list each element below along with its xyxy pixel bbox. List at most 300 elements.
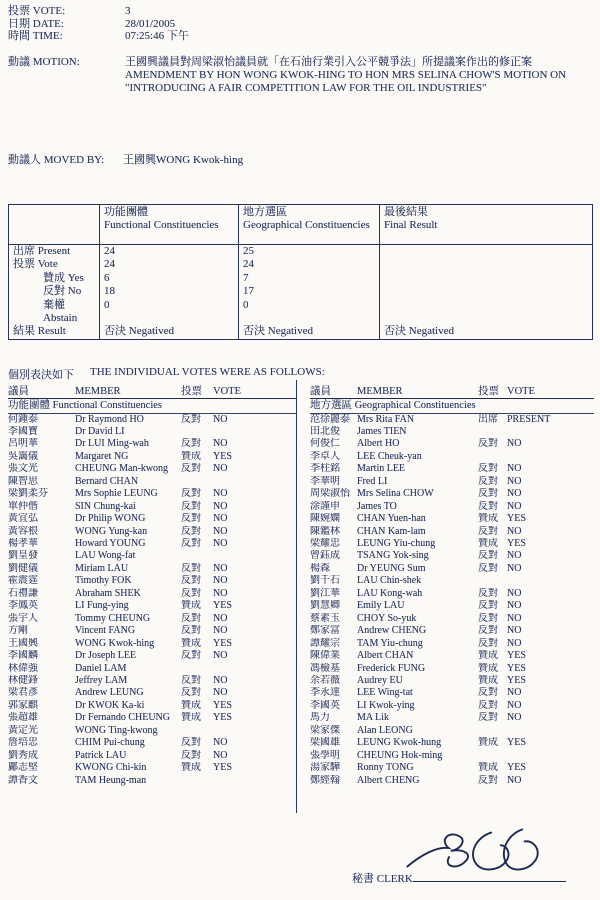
summary-functional-value: 6	[100, 272, 239, 285]
member-vote-zh: 反對	[181, 500, 201, 512]
member-name-zh: 劉健儀	[8, 562, 38, 574]
summary-final-value	[380, 258, 593, 271]
functional-column-headers	[8, 385, 296, 399]
summary-geographical-value: 否決 Negatived	[239, 325, 380, 339]
member-name-zh: 楊森	[310, 562, 330, 574]
member-vote-zh: 贊成	[181, 762, 201, 774]
member-vote-en: YES	[213, 712, 232, 724]
vote-number-label: 投票 VOTE:	[8, 5, 66, 17]
motion-block	[8, 56, 595, 95]
clerk-label: 秘書 CLERK	[352, 873, 413, 885]
member-vote-en: NO	[213, 525, 228, 537]
member-vote-en: NO	[213, 675, 228, 687]
member-vote-en: NO	[213, 575, 228, 587]
member-vote-row	[310, 712, 594, 724]
member-name-zh: 劉皇發	[8, 550, 38, 562]
functional-group-heading: 功能團體 Functional Constituencies	[8, 399, 296, 414]
vote-col-zh: 投票	[181, 386, 202, 397]
member-name-zh: 范徐麗泰	[310, 413, 350, 425]
member-vote-zh: 反對	[181, 687, 201, 699]
member-vote-row	[310, 613, 594, 625]
member-vote-zh	[181, 775, 213, 787]
member-vote-en	[507, 451, 594, 463]
member-vote-row	[8, 476, 296, 488]
summary-geographical-value: 0	[239, 299, 380, 326]
summary-functional-value: 18	[100, 285, 239, 298]
member-vote-row	[8, 488, 296, 500]
member-votes-tables	[8, 380, 594, 813]
summary-row	[9, 245, 593, 259]
member-vote-row	[310, 463, 594, 475]
time-value: 07:25:46 下午	[125, 30, 189, 43]
member-name-zh: 李柱銘	[310, 463, 340, 475]
member-vote-zh	[181, 426, 213, 438]
member-vote-row	[8, 762, 296, 774]
member-name-en: Dr Raymond HO	[75, 413, 144, 425]
member-vote-row	[310, 600, 594, 612]
member-vote-row	[8, 613, 296, 625]
member-name-zh: 張超雄	[8, 712, 38, 724]
member-name-en: James TO	[357, 500, 397, 512]
member-name-en: Margaret NG	[75, 450, 129, 462]
member-name-en: TSANG Yok-sing	[357, 550, 429, 562]
member-vote-row	[310, 737, 594, 749]
member-name-en: CHIM Pui-chung	[75, 737, 145, 749]
member-vote-row	[8, 625, 296, 637]
member-vote-en: NO	[213, 413, 228, 425]
member-name-zh: 黃定光	[8, 724, 38, 736]
member-name-zh: 呂明華	[8, 438, 38, 450]
member-vote-row	[8, 750, 296, 762]
member-name-zh: 鄭家富	[310, 625, 340, 637]
member-name-en: TAM Heung-man	[75, 774, 147, 786]
summary-header-functional	[100, 205, 239, 245]
member-name-en: LAU Kong-wah	[357, 587, 423, 599]
member-vote-zh: 反對	[181, 587, 201, 599]
member-vote-zh	[478, 575, 507, 587]
summary-row	[9, 285, 593, 298]
member-name-zh: 李卓人	[310, 450, 340, 462]
member-name-zh: 梁家傑	[310, 724, 340, 736]
member-name-en: Martin LEE	[357, 463, 406, 475]
member-vote-row	[310, 438, 594, 450]
member-vote-en: NO	[507, 500, 522, 512]
member-vote-en: NO	[507, 562, 522, 574]
member-vote-row	[310, 526, 594, 538]
member-name-en: James TIEN	[357, 425, 407, 437]
member-name-zh: 周梁淑怡	[310, 488, 350, 500]
summary-header-final-zh: 最後結果	[384, 206, 428, 218]
member-vote-row	[310, 513, 594, 525]
member-vote-row	[310, 775, 594, 787]
member-vote-zh: 反對	[478, 625, 498, 637]
member-name-en: LI Fung-ying	[75, 600, 129, 612]
member-name-en: LEE Wing-tat	[357, 687, 413, 699]
member-name-zh: 李鳳英	[8, 600, 38, 612]
summary-header-empty	[9, 205, 100, 245]
member-vote-zh: 反對	[478, 637, 498, 649]
member-vote-en: NO	[213, 562, 228, 574]
member-vote-zh: 反對	[181, 525, 201, 537]
member-vote-zh: 反對	[181, 749, 201, 761]
member-vote-row	[310, 663, 594, 675]
member-vote-en	[213, 476, 296, 488]
member-name-zh: 馮檢基	[310, 662, 340, 674]
member-vote-row	[8, 438, 296, 450]
summary-row	[9, 299, 593, 326]
member-vote-zh: 反對	[478, 475, 498, 487]
member-vote-en: YES	[213, 637, 232, 649]
member-name-zh: 王國興	[8, 637, 38, 649]
member-vote-en: NO	[507, 600, 522, 612]
member-name-en: Albert HO	[357, 438, 400, 450]
member-vote-zh: 贊成	[181, 699, 201, 711]
summary-table	[8, 204, 593, 340]
member-vote-row	[310, 575, 594, 587]
member-name-zh: 陳偉業	[310, 650, 340, 662]
member-vote-en: YES	[507, 762, 526, 774]
member-vote-en: PRESENT	[507, 413, 551, 425]
member-name-zh: 何鍾泰	[8, 413, 38, 425]
member-vote-en: NO	[213, 612, 228, 624]
member-name-en: Dr David LI	[75, 425, 125, 437]
summary-functional-value: 24	[100, 245, 239, 259]
member-vote-row	[310, 488, 594, 500]
member-vote-en: NO	[507, 774, 522, 786]
member-name-zh: 李國寶	[8, 425, 38, 437]
member-vote-row	[310, 725, 594, 737]
member-name-en: Bernard CHAN	[75, 475, 139, 487]
summary-functional-value: 24	[100, 258, 239, 271]
member-name-zh: 譚香文	[8, 774, 38, 786]
member-vote-zh	[478, 725, 507, 737]
member-vote-row	[8, 550, 296, 562]
member-name-en: LEUNG Yiu-chung	[357, 538, 436, 550]
member-name-en: LAU Chin-shek	[357, 575, 422, 587]
motion-label: 動議 MOTION:	[8, 56, 80, 68]
member-vote-en: NO	[213, 749, 228, 761]
vote-col-zh: 投票	[478, 386, 499, 397]
member-vote-row	[8, 675, 296, 687]
member-name-en: Albert CHAN	[357, 650, 414, 662]
member-name-en: Alan LEONG	[357, 724, 413, 736]
member-name-zh: 馬力	[310, 712, 330, 724]
member-name-en: Timothy FOK	[75, 575, 132, 587]
member-name-zh: 陳鑑林	[310, 525, 340, 537]
member-name-en: Dr KWOK Ka-ki	[75, 699, 145, 711]
member-name-zh: 梁君彥	[8, 687, 38, 699]
member-vote-en: NO	[213, 538, 228, 550]
member-vote-row	[8, 414, 296, 426]
member-vote-row	[8, 463, 296, 475]
member-name-en: Andrew LEUNG	[75, 687, 144, 699]
member-vote-zh: 反對	[181, 737, 201, 749]
member-vote-zh: 反對	[181, 513, 201, 525]
member-vote-zh: 贊成	[478, 650, 498, 662]
member-name-zh: 陳婉嫻	[310, 513, 340, 525]
member-vote-en: NO	[213, 488, 228, 500]
moved-by-label: 動議人 MOVED BY:	[8, 154, 105, 166]
member-vote-row	[310, 762, 594, 774]
member-name-en: Dr YEUNG Sum	[357, 562, 426, 574]
summary-header-final-en: Final Result	[384, 218, 438, 231]
member-vote-zh: 贊成	[181, 450, 201, 462]
functional-rows	[8, 414, 296, 788]
time-label: 時間 TIME:	[8, 30, 63, 43]
member-name-en: LAU Wong-fat	[75, 550, 136, 562]
member-vote-zh: 贊成	[478, 538, 498, 550]
member-name-zh: 鄺志堅	[8, 762, 38, 774]
member-vote-zh: 反對	[181, 538, 201, 550]
member-name-zh: 曾鈺成	[310, 550, 340, 562]
member-name-zh: 黃宜弘	[8, 513, 38, 525]
member-vote-zh: 反對	[478, 488, 498, 500]
member-name-en: LEE Cheuk-yan	[357, 450, 422, 462]
member-vote-zh: 贊成	[181, 637, 201, 649]
summary-functional-value: 否決 Negatived	[100, 325, 239, 339]
summary-final-value	[380, 285, 593, 298]
member-name-en: Patrick LAU	[75, 749, 127, 761]
member-vote-en	[213, 775, 296, 787]
member-vote-en: YES	[213, 699, 232, 711]
member-vote-en: NO	[507, 488, 522, 500]
member-vote-row	[8, 700, 296, 712]
member-name-zh: 李華明	[310, 475, 340, 487]
member-name-en: Albert CHENG	[357, 774, 420, 786]
member-vote-en: YES	[213, 450, 232, 462]
summary-header-geographical-en: Geographical Constituencies	[243, 218, 370, 231]
member-vote-en	[507, 725, 594, 737]
member-name-zh: 鄭經翰	[310, 774, 340, 786]
summary-header-functional-zh: 功能團體	[104, 206, 148, 218]
geographical-rows	[310, 414, 594, 788]
member-vote-en: NO	[507, 625, 522, 637]
member-name-en: Mrs Rita FAN	[357, 413, 415, 425]
date-label: 日期 DATE:	[8, 17, 64, 30]
summary-functional-value: 0	[100, 299, 239, 326]
member-name-en: Emily LAU	[357, 600, 405, 612]
member-vote-zh	[181, 550, 213, 562]
member-vote-zh: 反對	[181, 625, 201, 637]
member-vote-en	[213, 426, 296, 438]
member-vote-zh: 贊成	[181, 600, 201, 612]
member-name-en: KWONG Chi-kin	[75, 762, 147, 774]
member-vote-zh: 反對	[478, 687, 498, 699]
member-vote-en: YES	[507, 675, 526, 687]
member-vote-row	[8, 451, 296, 463]
member-name-en: Daniel LAM	[75, 662, 127, 674]
member-name-en: LEUNG Kwok-hung	[357, 737, 442, 749]
member-vote-en: NO	[507, 475, 522, 487]
member-vote-en: NO	[213, 625, 228, 637]
member-vote-en: NO	[213, 587, 228, 599]
motion-line-en-1: AMENDMENT BY HON WONG KWOK-HING TO HON MRS SELINA CHOW'S MOTION ON	[125, 68, 567, 81]
member-name-zh: 李國麟	[8, 650, 38, 662]
member-vote-zh: 出席	[478, 413, 498, 425]
member-vote-en	[507, 426, 594, 438]
member-name-zh: 蔡素玉	[310, 612, 340, 624]
member-vote-en	[507, 750, 594, 762]
summary-header-row	[9, 205, 593, 245]
member-vote-row	[8, 663, 296, 675]
member-name-en: Dr Fernando CHEUNG	[75, 712, 170, 724]
member-vote-en: NO	[213, 650, 228, 662]
summary-row-label: 棄權 Abstain	[43, 298, 78, 325]
member-vote-zh: 反對	[478, 525, 498, 537]
member-vote-row	[310, 675, 594, 687]
member-vote-row	[8, 638, 296, 650]
motion-line-en-2: "INTRODUCING A FAIR COMPETITION LAW FOR THE OIL INDUSTRIES"	[125, 81, 487, 94]
member-vote-row	[8, 526, 296, 538]
member-name-en: Dr Joseph LEE	[75, 650, 137, 662]
member-vote-zh: 反對	[181, 575, 201, 587]
member-name-zh: 楊孝華	[8, 538, 38, 550]
clerk-signature-row	[352, 869, 566, 886]
member-name-zh: 梁耀忠	[310, 538, 340, 550]
member-vote-zh: 反對	[181, 463, 201, 475]
member-name-zh: 劉慧卿	[310, 600, 340, 612]
member-name-en: CHAN Yuen-han	[357, 513, 426, 525]
member-vote-zh: 反對	[478, 774, 498, 786]
member-name-en: MA Lik	[357, 712, 389, 724]
vote-number-row	[8, 5, 189, 18]
motion-text	[125, 56, 595, 95]
member-vote-en: YES	[507, 650, 526, 662]
member-name-en: SIN Chung-kai	[75, 500, 136, 512]
member-name-zh: 石禮謙	[8, 587, 38, 599]
summary-row	[9, 258, 593, 271]
member-vote-en	[213, 550, 296, 562]
member-vote-row	[8, 563, 296, 575]
member-name-en: CHEUNG Hok-ming	[357, 749, 443, 761]
summary-final-value	[380, 299, 593, 326]
member-name-zh: 田北俊	[310, 425, 340, 437]
member-name-zh: 何俊仁	[310, 438, 340, 450]
member-vote-row	[8, 725, 296, 737]
date-value: 28/01/2005	[125, 17, 176, 30]
member-vote-en: NO	[213, 687, 228, 699]
member-vote-zh: 反對	[478, 438, 498, 450]
member-name-zh: 詹培忠	[8, 737, 38, 749]
member-name-en: Frederick FUNG	[357, 662, 426, 674]
member-vote-en: YES	[213, 762, 232, 774]
member-name-en: WONG Ting-kwong	[75, 724, 158, 736]
summary-header-geographical	[239, 205, 380, 245]
member-name-zh: 劉千石	[310, 575, 340, 587]
member-vote-en: NO	[507, 438, 522, 450]
member-vote-row	[310, 625, 594, 637]
member-name-zh: 湯家驊	[310, 762, 340, 774]
member-name-zh: 霍震霆	[8, 575, 38, 587]
summary-row-label: 反對 No	[43, 285, 82, 298]
member-vote-en: YES	[213, 600, 232, 612]
summary-geographical-value: 17	[239, 285, 380, 298]
date-row	[8, 18, 189, 31]
member-vote-zh: 贊成	[478, 513, 498, 525]
member-vote-row	[8, 600, 296, 612]
geographical-group-heading: 地方選區 Geographical Constituencies	[310, 399, 594, 414]
member-name-zh: 涂謹申	[310, 500, 340, 512]
member-name-en: CHOY So-yuk	[357, 612, 417, 624]
member-name-en: CHEUNG Man-kwong	[75, 463, 169, 475]
member-vote-en: NO	[213, 438, 228, 450]
member-vote-zh: 反對	[181, 562, 201, 574]
member-vote-en: YES	[507, 662, 526, 674]
member-name-zh: 劉江華	[310, 587, 340, 599]
member-vote-zh: 反對	[478, 612, 498, 624]
member-vote-row	[8, 513, 296, 525]
member-vote-zh	[478, 426, 507, 438]
member-vote-en: YES	[507, 538, 526, 550]
geographical-column-headers	[310, 385, 594, 399]
member-vote-zh: 反對	[181, 675, 201, 687]
member-vote-en	[213, 725, 296, 737]
member-name-zh: 梁國雄	[310, 737, 340, 749]
member-name-zh: 張學明	[310, 749, 340, 761]
member-vote-zh: 反對	[478, 600, 498, 612]
summary-final-value	[380, 272, 593, 285]
vote-number-value: 3	[125, 5, 131, 17]
summary-row-label: 贊成 Yes	[43, 271, 84, 284]
member-vote-zh: 反對	[478, 562, 498, 574]
moved-by-value: 王國興WONG Kwok-hing	[123, 154, 244, 166]
member-vote-zh: 反對	[478, 699, 498, 711]
member-vote-en: YES	[507, 513, 526, 525]
member-vote-en: NO	[507, 637, 522, 649]
member-name-en: Vincent FANG	[75, 625, 136, 637]
member-vote-row	[310, 588, 594, 600]
member-col-en: MEMBER	[75, 386, 121, 397]
member-vote-row	[310, 650, 594, 662]
motion-line-zh: 王國興議員對周梁淑怡議員就「在石油行業引入公平競爭法」所提議案作出的修正案	[125, 56, 532, 68]
member-name-en: Fred LI	[357, 475, 388, 487]
time-row	[8, 30, 189, 43]
member-name-en: LI Kwok-ying	[357, 699, 415, 711]
individual-votes-heading-zh: 個別表決如下	[8, 369, 74, 381]
member-name-zh: 李國英	[310, 699, 340, 711]
member-vote-en: NO	[507, 612, 522, 624]
member-name-en: Audrey EU	[357, 675, 403, 687]
member-name-zh: 林偉強	[8, 662, 38, 674]
member-vote-en: NO	[213, 500, 228, 512]
member-name-zh: 梁劉柔芬	[8, 488, 48, 500]
summary-header-functional-en: Functional Constituencies	[104, 218, 219, 231]
member-vote-zh: 反對	[478, 463, 498, 475]
member-vote-row	[8, 426, 296, 438]
member-vote-row	[8, 575, 296, 587]
member-vote-en: NO	[507, 550, 522, 562]
member-vote-zh: 反對	[181, 413, 201, 425]
member-vote-zh: 贊成	[478, 737, 498, 749]
member-vote-row	[310, 501, 594, 513]
member-vote-en: NO	[507, 587, 522, 599]
summary-row-label: 結果 Result	[13, 325, 66, 338]
summary-geographical-value: 24	[239, 258, 380, 271]
member-vote-row	[310, 700, 594, 712]
member-name-zh: 方剛	[8, 625, 28, 637]
member-vote-row	[310, 687, 594, 699]
summary-geographical-value: 25	[239, 245, 380, 259]
geographical-constituencies-table	[296, 380, 594, 813]
member-vote-en: NO	[507, 699, 522, 711]
summary-header-final	[380, 205, 593, 245]
member-name-zh: 張文光	[8, 463, 38, 475]
member-vote-en: YES	[507, 737, 526, 749]
member-vote-en: NO	[507, 712, 522, 724]
individual-votes-heading-en: THE INDIVIDUAL VOTES WERE AS FOLLOWS:	[90, 366, 325, 378]
summary-final-value: 否決 Negatived	[380, 325, 593, 339]
member-name-en: Mrs Sophie LEUNG	[75, 488, 158, 500]
